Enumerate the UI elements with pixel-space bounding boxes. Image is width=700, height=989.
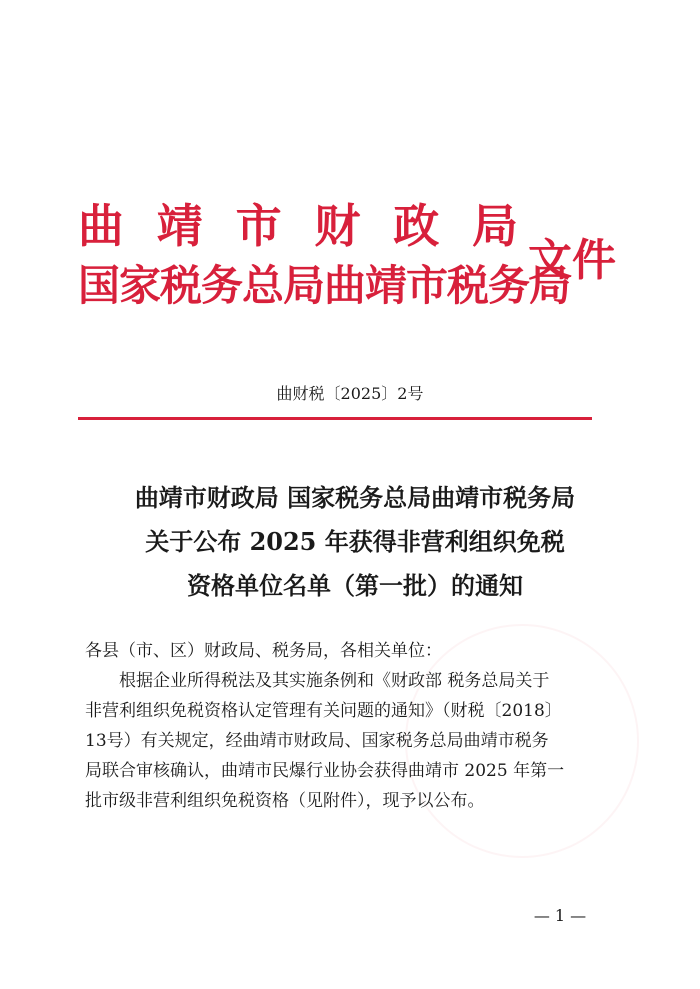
body-line: 局联合审核确认，曲靖市民爆行业协会获得曲靖市 2025 年第一 (85, 761, 565, 781)
issuer-char: 曲 (78, 199, 124, 253)
issuer-char: 靖 (156, 199, 203, 253)
body-line: 13号）有关规定，经曲靖市财政局、国家税务总局曲靖市税务 (85, 731, 549, 751)
issuer-finance-bureau (78, 198, 518, 254)
title-line-2: 关于公布 2025 年获得非营利组织免税 (145, 527, 565, 556)
issuer-char: 政 (393, 199, 440, 253)
red-divider-line (78, 417, 592, 420)
document-type-label: 文件 (528, 235, 616, 286)
body-line: 批市级非营利组织免税资格（见附件），现予以公布。 (85, 791, 485, 811)
title-line-3: 资格单位名单（第一批）的通知 (187, 571, 523, 600)
document-title (60, 476, 650, 608)
document-number: 曲财税〔2025〕2号 (276, 384, 424, 403)
body-line: 非营利组织免税资格认定管理有关问题的通知》（财税〔2018〕 (85, 701, 562, 721)
issuer-char: 财 (314, 199, 361, 253)
body-line: 根据企业所得税法及其实施条例和《财政部 税务总局关于 (119, 671, 550, 691)
title-line-1: 曲靖市财政局 国家税务总局曲靖市税务局 (134, 483, 576, 512)
issuer-tax-bureau: 国家税务总局曲靖市税务局 (78, 261, 571, 310)
issuer-char: 局 (471, 199, 518, 253)
letterhead (78, 198, 678, 328)
document-body (85, 636, 605, 816)
issuer-char: 市 (235, 199, 282, 253)
salutation: 各县（市、区）财政局、税务局，各相关单位： (85, 641, 442, 661)
page-number: — 1 — (533, 906, 587, 925)
